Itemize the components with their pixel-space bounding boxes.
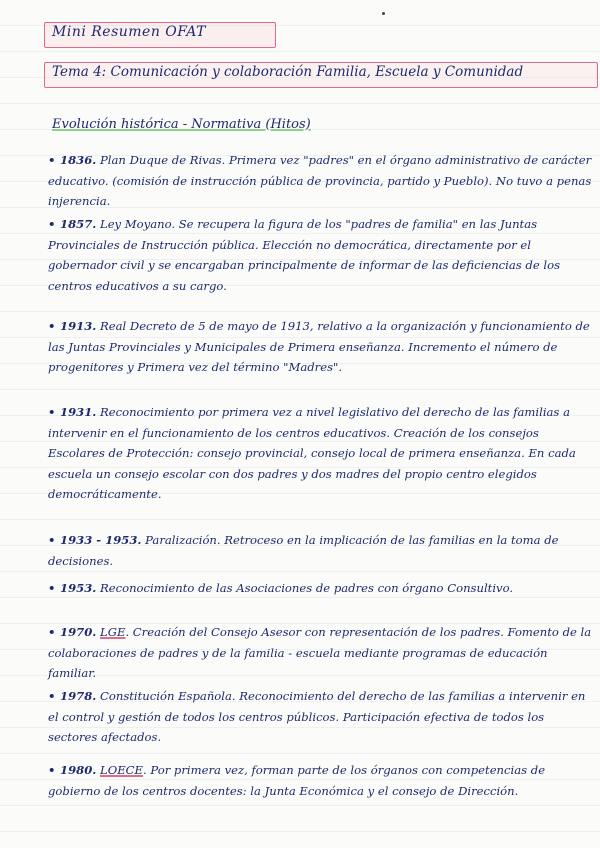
entry-text: Reconocimiento de las Asociaciones de padres con órgano Consultivo. — [100, 581, 514, 595]
entry-year: 1836. — [60, 153, 97, 167]
entry-text: Paralización. Retroceso en la implicación de las familias en la toma de decisiones. — [48, 533, 559, 568]
entry-year: 1931. — [60, 405, 97, 419]
bullet-icon: • — [48, 689, 56, 703]
list-item-1980 — [48, 760, 596, 801]
bullet-icon: • — [48, 533, 56, 547]
entry-year: 1933 - 1953. — [60, 533, 142, 547]
list-item-1933-1953 — [48, 530, 596, 571]
topic-heading: Tema 4: Comunicación y colaboración Familia, Escuela y Comunidad — [52, 64, 524, 80]
entry-year: 1913. — [60, 319, 97, 333]
law-name: LGE — [100, 625, 126, 639]
entry-year: 1953. — [60, 581, 97, 595]
bullet-icon: • — [48, 153, 56, 167]
bullet-icon: • — [48, 625, 56, 639]
bullet-icon: • — [48, 319, 56, 333]
list-item-1857 — [48, 214, 596, 296]
list-item-1836 — [48, 150, 596, 212]
entry-text: Constitución Española. Reconocimiento del derecho de las familias a intervenir en el control y gestión de todos los centros públicos. Participación efectiva de todos los sectores afectados. — [48, 689, 586, 744]
entry-text: . Creación del Consejo Asesor con representación de los padres. Fomento de la colaboraciones de padres y de la familia - escuela mediante programas de educación familiar. — [48, 625, 592, 680]
law-name: LOECE — [100, 763, 144, 777]
bullet-icon: • — [48, 763, 56, 777]
list-item-1970 — [48, 622, 596, 684]
entry-text: Reconocimiento por primera vez a nivel legislativo del derecho de las familias a intervenir en el funcionamiento de los centros educativos. Creación de los consejos Escolares de Protección: consejo provincial, consejo local de primera enseñanza. En cada escuela un consejo escolar con dos padres y dos madres del propio centro elegidos democráticamente. — [48, 405, 576, 501]
ink-dot — [382, 12, 385, 15]
list-item-1953 — [48, 578, 596, 599]
entry-text: Real Decreto de 5 de mayo de 1913, relativo a la organización y funcionamiento de las Juntas Provinciales y Municipales de Primera enseñanza. Incremento el número de progenitores y Primera vez del término "Madres". — [48, 319, 590, 374]
entry-year: 1857. — [60, 217, 97, 231]
entry-year: 1978. — [60, 689, 97, 703]
list-item-1978 — [48, 686, 596, 748]
bullet-icon: • — [48, 581, 56, 595]
bullet-icon: • — [48, 405, 56, 419]
section-heading: Evolución histórica - Normativa (Hitos) — [52, 117, 311, 132]
page-title: Mini Resumen OFAT — [52, 24, 206, 40]
entry-text: . Por primera vez, forman parte de los órganos con competencias de gobierno de los centros docentes: la Junta Económica y el consejo de Dirección. — [48, 763, 546, 798]
entry-text: Plan Duque de Rivas. Primera vez "padres" en el órgano administrativo de carácter educativo. (comisión de instrucción pública de provincia, partido y Pueblo). No tuvo a penas injerencia. — [48, 153, 592, 208]
entry-text: Ley Moyano. Se recupera la figura de los "padres de familia" en las Juntas Provinciales de Instrucción pública. Elección no democrática, directamente por el gobernador civil y se encargaban principalmente de informar de las deficiencias de los centros educativos a su cargo. — [48, 217, 561, 293]
entry-year: 1970. — [60, 625, 97, 639]
list-item-1931 — [48, 402, 596, 505]
entry-year: 1980. — [60, 763, 97, 777]
list-item-1913 — [48, 316, 596, 378]
bullet-icon: • — [48, 217, 56, 231]
